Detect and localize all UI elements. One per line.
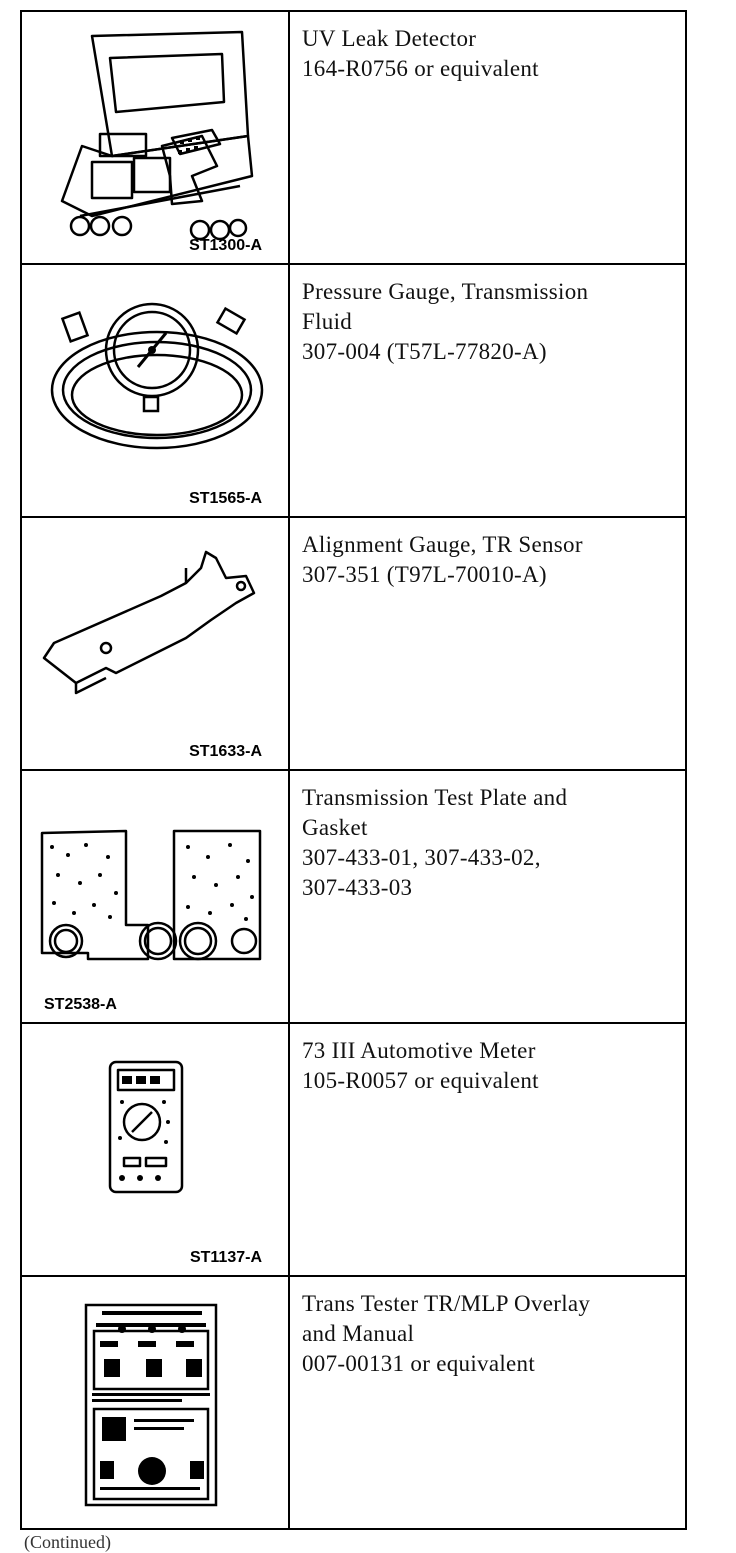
- table-row: [21, 1023, 686, 1276]
- tool-name-cont: and Manual: [302, 1321, 415, 1346]
- tool-image-cell: [21, 517, 289, 770]
- image-code: ST1633-A: [189, 743, 262, 760]
- tool-name-cont: Fluid: [302, 309, 353, 334]
- tool-description-cell: [289, 11, 686, 264]
- tool-part-number: 164-R0756 or equivalent: [302, 56, 539, 81]
- tool-name: Pressure Gauge, Transmission: [302, 279, 589, 304]
- tool-name: Transmission Test Plate and: [302, 785, 568, 810]
- tool-image-cell: [21, 1276, 289, 1529]
- tool-description-cell: [289, 264, 686, 517]
- tool-image-cell: [21, 11, 289, 264]
- image-code: ST1565-A: [189, 490, 262, 507]
- table-row: [21, 11, 686, 264]
- continued-note: (Continued): [24, 1532, 111, 1552]
- tool-part-number: 307-004 (T57L-77820-A): [302, 339, 547, 364]
- alignment-gauge-icon: [36, 548, 266, 708]
- tester-overlay-manual-icon: [82, 1301, 222, 1511]
- table-row: [21, 770, 686, 1023]
- tool-description-cell: [289, 1023, 686, 1276]
- tool-description-cell: [289, 517, 686, 770]
- table-row: [21, 1276, 686, 1529]
- tool-part-number: 307-433-01, 307-433-02,: [302, 845, 541, 870]
- tool-part-number: 307-351 (T97L-70010-A): [302, 562, 547, 587]
- tool-name: 73 III Automotive Meter: [302, 1038, 536, 1063]
- tool-image-cell: [21, 264, 289, 517]
- tool-name: Alignment Gauge, TR Sensor: [302, 532, 583, 557]
- uv-leak-detector-kit-icon: [52, 26, 262, 246]
- tool-part-number: 007-00131 or equivalent: [302, 1351, 536, 1376]
- pressure-gauge-icon: [42, 295, 272, 465]
- image-code: ST1137-A: [189, 1249, 262, 1266]
- tool-name: Trans Tester TR/MLP Overlay: [302, 1291, 591, 1316]
- table-row: [21, 264, 686, 517]
- tool-part-number-cont: 307-433-03: [302, 875, 413, 900]
- tool-image-cell: [21, 770, 289, 1023]
- tool-name: UV Leak Detector: [302, 26, 477, 51]
- tool-part-number: 105-R0057 or equivalent: [302, 1068, 539, 1093]
- tool-name-cont: Gasket: [302, 815, 368, 840]
- tool-image-cell: [21, 1023, 289, 1276]
- multimeter-icon: [106, 1058, 186, 1198]
- test-plate-icon: [38, 827, 274, 967]
- table-row: [21, 517, 686, 770]
- special-tools-table: [20, 10, 687, 1530]
- image-code: ST1300-A: [189, 237, 262, 254]
- tool-description-cell: [289, 770, 686, 1023]
- tool-description-cell: [289, 1276, 686, 1529]
- image-code: ST2538-A: [44, 996, 117, 1013]
